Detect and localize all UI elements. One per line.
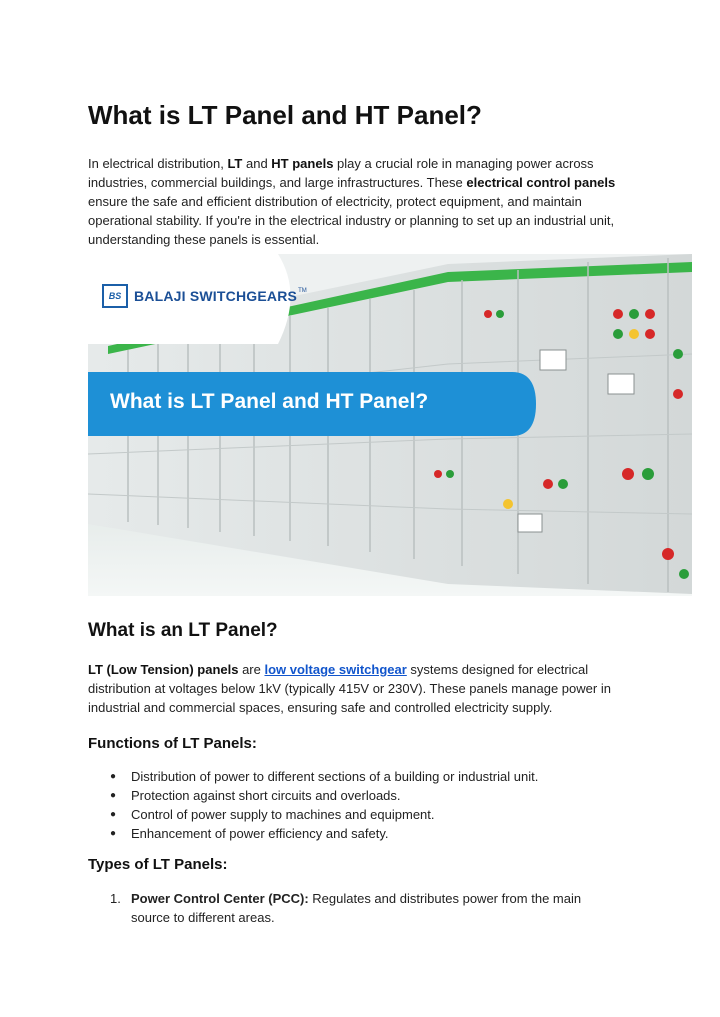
- types-heading: Types of LT Panels:: [88, 856, 228, 873]
- lt-definition-bold: LT (Low Tension) panels: [88, 662, 239, 677]
- list-number: 1.: [110, 891, 121, 906]
- list-item: ● Protection against short circuits and overloads.: [110, 786, 538, 805]
- lt-definition-text-2: systems designed for electrical distribution at voltages below 1kV (typically 415V or 230V). These panels manage power in industrial and commercial spaces, ensuring safe and controlled electricity supply.: [88, 662, 611, 715]
- hero-image: [88, 254, 692, 596]
- intro-text-3: play a crucial role in managing power across industries, commercial buildings, and large infrastructures. These: [88, 156, 594, 190]
- types-list: [110, 889, 610, 927]
- intro-text-1: In electrical distribution,: [88, 156, 228, 171]
- functions-heading: Functions of LT Panels:: [88, 735, 257, 752]
- logo-trademark: TM: [298, 288, 307, 294]
- intro-bold-lt: LT: [227, 156, 243, 171]
- intro-bold-ht: HT panels: [271, 156, 334, 171]
- low-voltage-switchgear-link[interactable]: low voltage switchgear: [264, 662, 407, 677]
- lt-definition-text-1: are: [238, 662, 265, 677]
- type-name: Power Control Center (PCC):: [131, 891, 309, 906]
- company-logo: [102, 284, 307, 308]
- logo-text: BALAJI SWITCHGEARS: [134, 288, 298, 304]
- list-item: ● Distribution of power to different sections of a building or industrial unit.: [110, 767, 538, 786]
- functions-list: [110, 767, 538, 843]
- list-item: [110, 889, 610, 927]
- lt-panel-heading: What is an LT Panel?: [88, 620, 278, 641]
- lt-definition-paragraph: [88, 660, 648, 717]
- page-title: What is LT Panel and HT Panel?: [88, 100, 482, 130]
- hero-banner-text: What is LT Panel and HT Panel?: [110, 390, 429, 413]
- intro-paragraph: [88, 154, 648, 249]
- type-description: Regulates and distributes power from the main source to different areas.: [131, 891, 582, 925]
- logo-mark-icon: BS: [102, 284, 128, 308]
- intro-text-4: ensure the safe and efficient distribution of electricity, protect equipment, and maintain operational stability. If you're in the electrical industry or planning to set up an industrial unit, understanding these panels is essential.: [88, 194, 615, 247]
- list-item: ● Enhancement of power efficiency and safety.: [110, 824, 538, 843]
- list-item: ● Control of power supply to machines and equipment.: [110, 805, 538, 824]
- intro-text-2: and: [242, 156, 272, 171]
- intro-bold-control-panels: electrical control panels: [466, 175, 616, 190]
